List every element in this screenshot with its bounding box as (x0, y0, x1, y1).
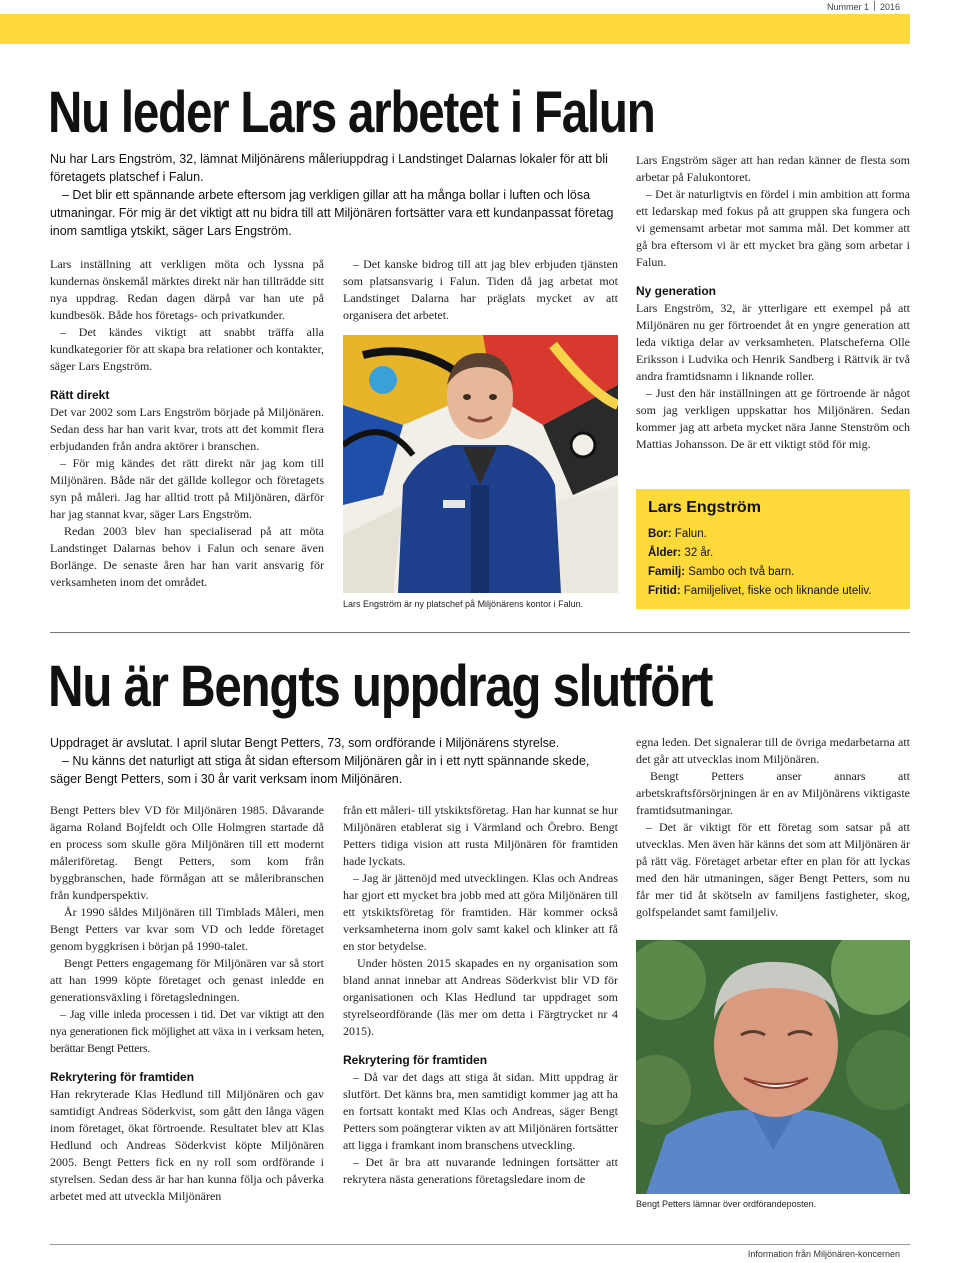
article2-col2-p1: från ett måleri- till ytskiktsföretag. Han har kunnat se hur Miljönären etablerat sig i Värmland och Örebro. Bengt Petters tidiga vision att rusta Miljönären för framtiden hade lyckats. (343, 803, 618, 868)
issue-label (827, 0, 900, 14)
article1-col1-p4: – För mig kändes det rätt direkt när jag kom till Miljönären. Både när det gällde kollegor och företagets syn på måleri. Jag har alltid trott på Miljönären, därför har jag stannat kvar, säger Lars Engström. (50, 456, 324, 521)
article2-col1-subhead: Rekrytering för framtiden (50, 1070, 195, 1084)
factbox-value: Familjelivet, fiske och liknande uteliv. (680, 585, 872, 597)
bengt-photo-caption: Bengt Petters lämnar över ordförandeposten. (636, 1199, 817, 1209)
issue-number: Nummer 1 (826, 2, 869, 12)
article2-lead-p1: Uppdraget är avslutat. I april slutar Bengt Petters, 73, som ordförande i Miljönärens styrelse. (50, 736, 560, 750)
article1-col3-p1: Lars Engström säger att han redan känner de flesta som arbetar på Falukontoret. (636, 153, 910, 184)
factbox-label: Ålder: (648, 547, 682, 559)
footer-text: Information från Miljönären-koncernen (747, 1249, 900, 1259)
issue-divider (874, 1, 875, 11)
factbox-name: Lars Engström (648, 499, 761, 516)
article2-col3 (636, 734, 910, 921)
article2-col3-p1: egna leden. Det signalerar till de övriga medarbetarna att det går att utvecklas inom Miljönären. (636, 735, 910, 766)
article2-col2-subhead: Rekrytering för framtiden (343, 1053, 488, 1067)
article1-col3-p4: – Just den här inställningen att ge förtroende är något som jag verkligen uppskattar hos Miljönären. Sedan kommer jag att arbeta mycket nära Janne Stenström och Mattias Johansson. De är ett viktigt stöd för mig. (636, 386, 910, 451)
factbox-label: Bor: (648, 528, 672, 540)
article1-lead-p2: – Det blir ett spännande arbete eftersom jag verkligen gillar att ha många bollar i luften och lösa utmaningar. För mig är det viktigt att nu bidra till att Miljönären fortsätter vara ett kundanpassat företag inom samtliga ytskikt, säger Lars Engström. (50, 188, 614, 238)
article2-col1-p4: – Jag ville inleda processen i tid. Det var viktigt att den nya generationen fick möjlighet att växa in i verksam heten, berättar Bengt Petters. (50, 1007, 324, 1055)
article2-col2 (343, 802, 618, 1188)
article1-col3-p2: – Det är naturligtvis en fördel i min ambition att forma ett ledarskap med fokus på att gruppen ska fungera och vi gemensamt arbetar mot samma mål. Det kommer att gå bra eftersom vi är ett mycket bra gäng som arbetar i Falun. (636, 187, 910, 269)
article2-col2-p3: Under hösten 2015 skapades en ny organisation som bland annat innebar att Andreas Söderkvist blir VD för organisationen och Klas Hedlund tar uppdraget som styrelseordförande (läs mer om detta i Färgtrycket nr 4 2015). (343, 956, 618, 1038)
article1-col3 (636, 152, 910, 453)
bengt-photo-illustration (636, 940, 910, 1194)
lars-photo (343, 335, 618, 593)
factbox (636, 489, 910, 609)
factbox-value: Sambo och två barn. (685, 566, 795, 578)
article2-lead-p2: – Nu känns det naturligt att stiga åt sidan eftersom Miljönären går in i ett nytt spännande skede, säger Bengt Petters, som i 30 år varit verksam inom Miljönären. (50, 754, 590, 786)
article1-col2-p1: – Det kanske bidrog till att jag blev erbjuden tjänsten som platsansvarig i Falun. Tiden då jag arbetat mot Landstinget Dalarna har präglats mycket av att organisera det arbetet. (343, 257, 618, 322)
article1-lead (50, 150, 620, 240)
article2-col1-p2: År 1990 såldes Miljönären till Timblads Måleri, men Bengt Petters var kvar som VD och ledde företaget genom byggkrisen i början på 1990-talet. (50, 905, 324, 953)
issue-year: 2016 (879, 2, 900, 12)
bengt-photo (636, 940, 910, 1194)
article2-col1-p1: Bengt Petters blev VD för Miljönären 1985. Dåvarande ägarna Roland Bojfeldt och Olle Holmgren startade då en process som skulle göra Miljönären till ett modernt måleriföretag. Bengt Petters, som kom från byggbranschen, hade förmågan att se måleribranschen från kundperspektiv. (50, 803, 324, 902)
factbox-row-bor (648, 528, 707, 540)
factbox-value: Falun. (671, 528, 707, 540)
article2-col2-p4: – Då var det dags att stiga åt sidan. Mitt uppdrag är slutfört. Det känns bra, men samtidigt kommer jag att ha en fortsatt kontakt med Klas och Andreas, säger Bengt Petters som poängterar vikten av att Miljönären fortsätter att ligga i framkant inom branschens utveckling. (343, 1070, 618, 1152)
article2-col1-p3: Bengt Petters engagemang för Miljönären var så stort att han 1999 köpte företaget och genast inledde en generationsväxling i företagsledningen. (50, 956, 324, 1004)
article1-col3-p3: Lars Engström, 32, är ytterligare ett exempel på att Miljönären nu ger förtroendet åt en yngre generation att leda viktiga delar av verksamheten. Platscheferna Olle Eriksson i Ludvika och Henrik Sandberg i Rättvik är två andra framtidsnamn i liknande roller. (636, 301, 910, 383)
article1-col1-p5: Redan 2003 blev han specialiserad på att möta Landstinget Dalarnas behov i Falun och senare även Borlänge. De senaste åren har han varit ansvarig för verksamheten inom det området. (50, 524, 324, 589)
factbox-label: Fritid: (648, 585, 681, 597)
article2-col3-p3: – Det är viktigt för ett företag som satsar på att utvecklas. Men även här känns det som att Miljönären är på rätt väg. Företaget arbetar efter en plan för att lyckas med den här utmaningen, säger Bengt Petters, som nu får mer tid åt skötseln av familjens fastigheter, skog, golfspelandet samt familjeliv. (636, 820, 910, 919)
article1-headline: Nu leder Lars arbetet i Falun (48, 80, 655, 145)
section-divider (50, 632, 910, 633)
article2-headline: Nu är Bengts uppdrag slutfört (48, 654, 713, 719)
article2-col3-p2: Bengt Petters anser annars att arbetskraftsförsörjningen är en av Miljönärens viktigaste framtidsutmaningar. (636, 769, 910, 817)
header-band (0, 14, 910, 44)
article2-col1-p5: Han rekryterade Klas Hedlund till Miljönären och gav samtidigt Andreas Söderkvist, som gått den långa vägen inom företaget, ökat förtroende. Resultatet blev att Klas Hedlund och Andreas Söderkvist köpte Miljönären 2005. Bengt Petters fick en ny roll som ordförande i styrelsen. Sedan dess är har han kunna följa och påverka arbetet med att utveckla Miljönären (50, 1087, 324, 1203)
article1-col1-p3: Det var 2002 som Lars Engström började på Miljönären. Sedan dess har han varit kvar, trots att det kommit flera erbjudanden från andra aktörer i branschen. (50, 405, 324, 453)
footer-divider (50, 1244, 910, 1245)
article1-col1-p1: Lars inställning att verkligen möta och lyssna på kundernas önskemål märktes direkt när han tillträdde sitt nya uppdrag. Redan dagen därpå var han ute på kundbesök. Både hos företags- och privatkunder. (50, 257, 324, 322)
article1-col1 (50, 256, 324, 591)
lars-photo-illustration (343, 335, 618, 593)
lars-photo-caption: Lars Engström är ny platschef på Miljönärens kontor i Falun. (343, 599, 584, 609)
article1-col1-p2: – Det kändes viktigt att snabbt träffa alla kundkategorier för att skapa bra relationer och kontakter, säger Lars Engström. (50, 325, 324, 373)
factbox-label: Familj: (648, 566, 686, 578)
article2-col1 (50, 802, 324, 1205)
article1-subhead-ratt-direkt: Rätt direkt (50, 388, 110, 402)
factbox-row-familj (648, 566, 794, 578)
article2-col2-p2: – Jag är jättenöjd med utvecklingen. Klas och Andreas har gjort ett mycket bra jobb med att göra Miljönären till ett ytskiktsföretag för framtiden. Här kommer också verksamheterna inom golv samt kakel och klinker att få en stor betydelse. (343, 871, 618, 953)
factbox-row-alder (648, 547, 713, 559)
factbox-row-fritid (648, 585, 871, 597)
article1-lead-p1: Nu har Lars Engström, 32, lämnat Miljönärens måleriuppdrag i Landstinget Dalarnas lokaler för att bli företagets platschef i Falun. (50, 152, 608, 184)
article2-col2-p5: – Det är bra att nuvarande ledningen fortsätter att rekrytera nästa generations företagsledare inom de (343, 1155, 618, 1186)
article1-col2 (343, 256, 618, 324)
article2-lead (50, 734, 622, 788)
factbox-value: 32 år. (681, 547, 714, 559)
article1-subhead-ny-generation: Ny generation (636, 284, 717, 298)
